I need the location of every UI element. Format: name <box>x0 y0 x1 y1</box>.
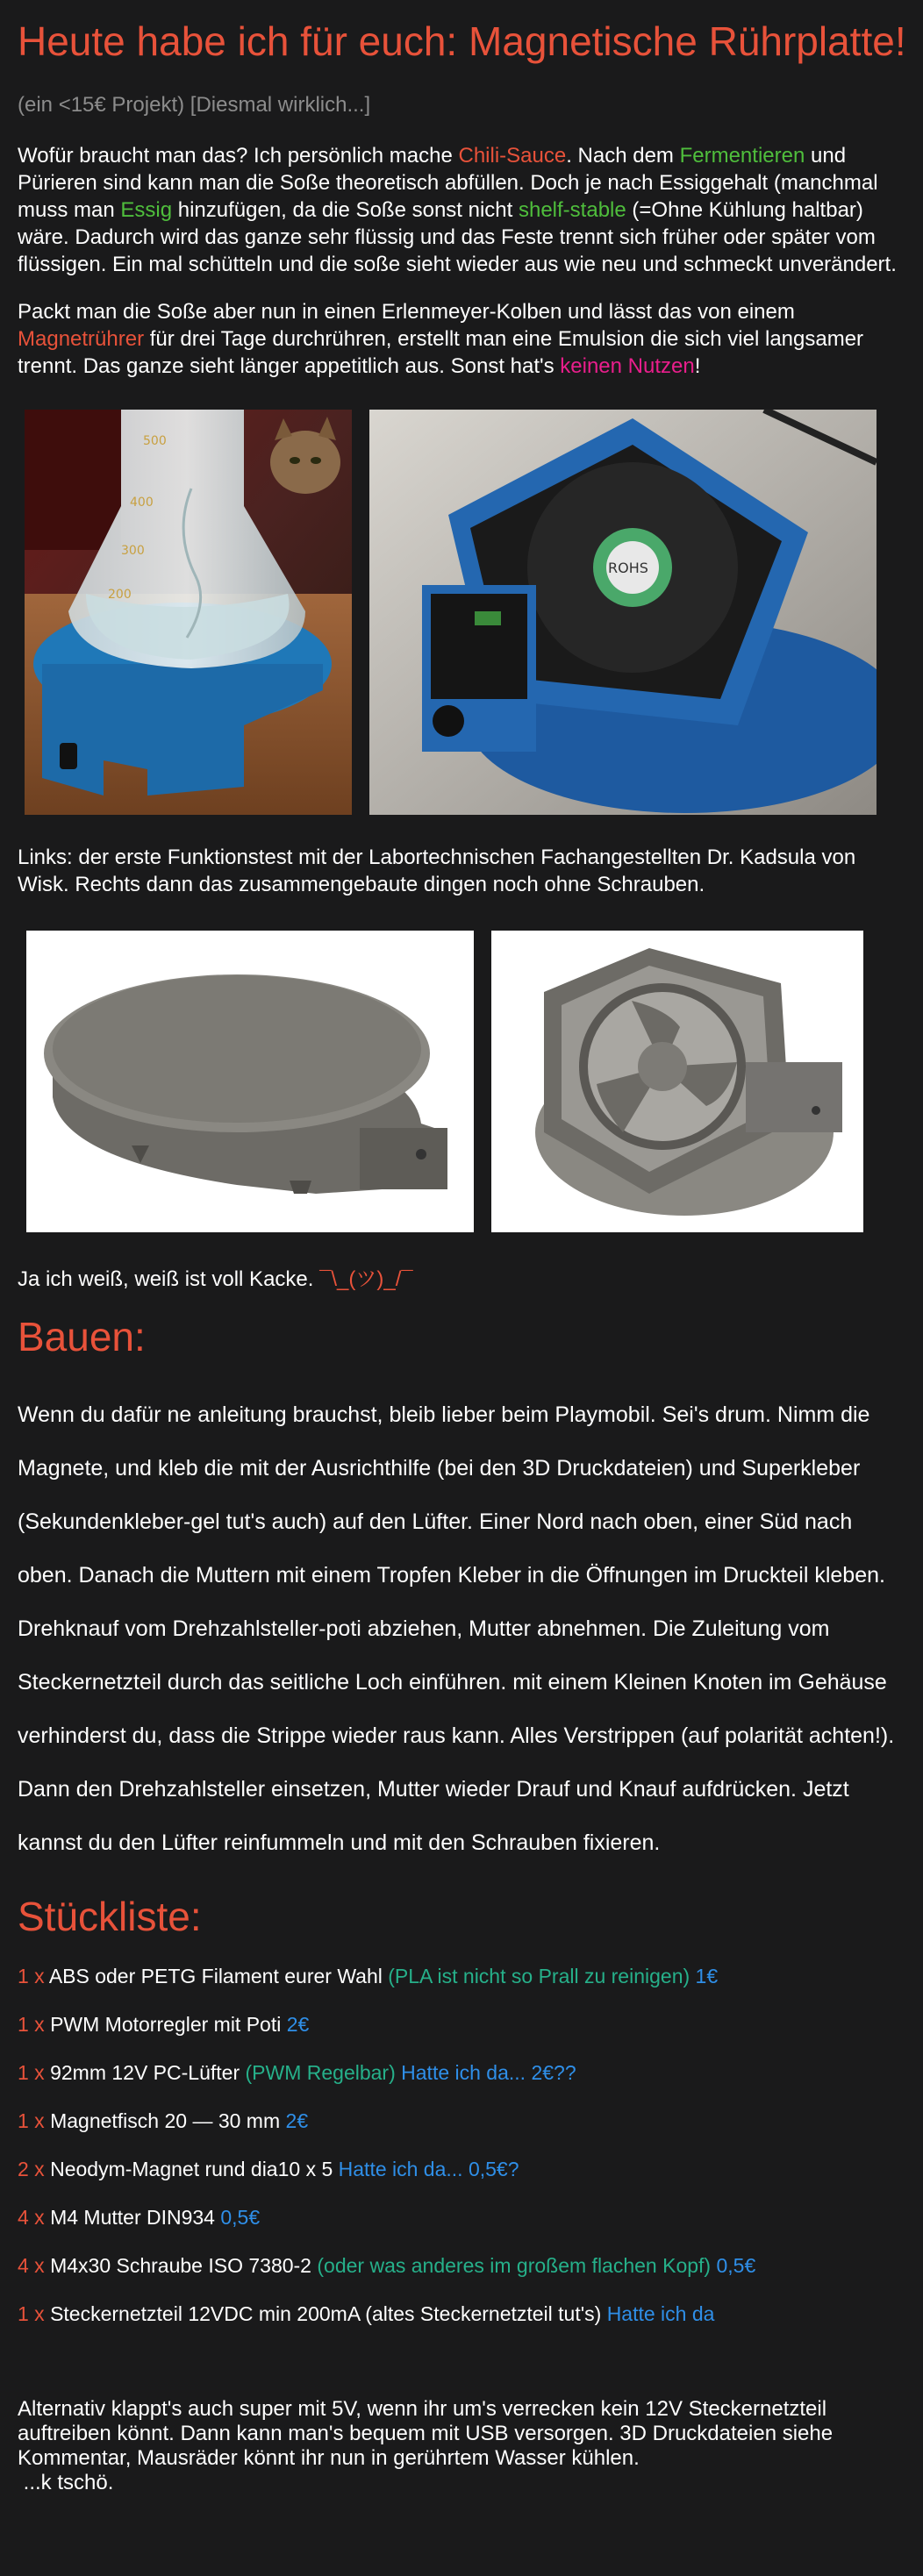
list-item <box>18 2254 755 2278</box>
page-subtitle: (ein <15€ Projekt) [Diesmal wirklich...] <box>18 93 371 117</box>
part-qty: 1 x <box>18 2013 45 2036</box>
photo-flask-test <box>25 410 352 815</box>
part-name: Neodym-Magnet rund dia10 x 5 <box>50 2158 333 2180</box>
part-price: 1€ <box>695 1965 719 1987</box>
list-item <box>18 2013 309 2037</box>
part-price: Hatte ich da... 0,5€? <box>338 2158 519 2180</box>
signoff: ...k tschö. <box>18 2471 114 2494</box>
bauen-instructions: Wenn du dafür ne anleitung brauchst, bleib lieber beim Playmobil. Sei's drum. Nimm die Magnete, und kleb die mit der Ausrichthilfe (bei den 3D Druckdateien) und Superkleber (Sekundenkleber-gel tut's auch) auf den Lüfter. Einer Nord nach oben, einer Süd nach oben. Danach die Muttern mit einem Tropfen Kleber in die Öffnungen im Druckteil kleben. Drehknauf vom Drehzahlsteller-poti abziehen, Mutter abnehmen. Die Zuleitung vom Steckernetzteil durch das seitliche Loch einführen. mit einem Kleinen Knoten im Gehäuse verhinderst du, dass die Strippe wieder raus kann. Alles Verstrippen (auf polarität achten!). Dann den Drehzahlsteller einsetzen, Mutter wieder Drauf und Knauf aufdrücken. Jetzt kannst du den Lüfter reinfummeln und mit den Schrauben fixieren. <box>18 1402 895 1855</box>
intro-text: und Pürieren sind kann man die Soße theoretisch abfüllen. Doch je nach Essiggehalt (manchmal muss man <box>18 144 878 222</box>
flask-mark-400: 400 <box>130 496 154 510</box>
part-price: Hatte ich da... 2€?? <box>401 2061 576 2084</box>
photo-caption: Links: der erste Funktionstest mit der Labortechnischen Fachangestellten Dr. Kadsula von Wisk. Rechts dann das zusammengebaute dingen noch ohne Schrauben. <box>18 846 856 896</box>
part-qty: 1 x <box>18 1965 45 1987</box>
part-name: Magnetfisch 20 — 30 mm <box>50 2109 281 2132</box>
part-name: Steckernetzteil 12VDC min 200mA (altes Steckernetzteil tut's) <box>50 2302 602 2325</box>
list-item <box>18 2061 576 2085</box>
part-price: 2€ <box>286 2013 310 2036</box>
flask-mark-500: 500 <box>143 434 167 448</box>
joke-line <box>18 1261 413 1292</box>
bauen-heading: Bauen: <box>18 1314 146 1359</box>
intro-text: (=Ohne Kühlung haltbar) wäre. Dadurch wird das ganze sehr flüssig und das Feste trennt sich früher oder später vom flüssigen. Ein mal schütteln und die soße sieht wieder aus wie neu und schmeckt unverändert. <box>18 198 897 276</box>
cad-render-closed <box>26 931 474 1232</box>
cad-render-open <box>491 931 863 1232</box>
part-price: 0,5€ <box>716 2254 756 2277</box>
fermentieren-term: Fermentieren <box>679 144 805 168</box>
part-qty: 1 x <box>18 2109 45 2132</box>
part-qty: 1 x <box>18 2061 45 2084</box>
intro-paragraph <box>18 142 904 278</box>
list-item <box>18 2109 308 2133</box>
shelf-stable-term: shelf-stable <box>518 198 626 222</box>
list-item <box>18 2158 519 2181</box>
list-item <box>18 2302 714 2326</box>
para-text: ! <box>694 354 701 378</box>
photo-assembled-stirrer <box>369 410 876 815</box>
fan-sticker-label: ROHS <box>608 560 648 576</box>
part-name: ABS oder PETG Filament eurer Wahl <box>48 1965 383 1987</box>
part-qty: 2 x <box>18 2158 45 2180</box>
part-note: (oder was anderes im großem flachen Kopf) <box>317 2254 712 2277</box>
part-qty: 4 x <box>18 2206 45 2229</box>
para-text: für drei Tage durchrühren, erstellt man eine Emulsion die sich viel langsamer trennt. Das ganze sieht länger appetitlich aus. Sonst hat's <box>18 327 864 378</box>
outro-paragraph: Alternativ klappt's auch super mit 5V, wenn ihr um's verrecken kein 12V Steckernetzteil auftreiben könnt. Dann kann man's bequem mit USB versorgen. 3D Druckdateien siehe Kommentar, Mausräder könnt ihr nun in gerührtem Wasser kühlen. <box>18 2397 834 2470</box>
part-qty: 4 x <box>18 2254 45 2277</box>
part-note: (PWM Regelbar) <box>245 2061 396 2084</box>
part-price: Hatte ich da <box>606 2302 715 2325</box>
intro-text: . Nach dem <box>566 144 680 168</box>
magnetruehrer-term: Magnetrührer <box>18 327 145 351</box>
part-note: (PLA ist nicht so Prall zu reinigen) <box>388 1965 690 1987</box>
list-item <box>18 2206 260 2230</box>
flask-mark-200: 200 <box>108 588 132 602</box>
keinen-nutzen-term: keinen Nutzen <box>560 354 695 378</box>
intro-text: Wofür braucht man das? Ich persönlich mache <box>18 144 459 168</box>
part-name: M4 Mutter DIN934 <box>50 2206 215 2229</box>
list-item <box>18 1965 718 1988</box>
stueckliste-heading: Stückliste: <box>18 1894 202 1939</box>
chili-sauce-term: Chili-Sauce <box>458 144 567 168</box>
part-name: 92mm 12V PC-Lüfter <box>50 2061 240 2084</box>
part-name: M4x30 Schraube ISO 7380-2 <box>50 2254 311 2277</box>
joke-text: Ja ich weiß, weiß ist voll Kacke. <box>18 1267 320 1291</box>
essig-term: Essig <box>120 198 173 222</box>
para-text: Packt man die Soße aber nun in einen Erlenmeyer-Kolben und lässt das von einem <box>18 300 795 324</box>
shrug-emoticon: ¯\_(ツ)_/¯ <box>319 1267 413 1291</box>
flask-mark-300: 300 <box>121 544 145 558</box>
part-price: 0,5€ <box>220 2206 261 2229</box>
intro-text: hinzufügen, da die Soße sonst nicht <box>172 198 519 222</box>
part-price: 2€ <box>285 2109 309 2132</box>
part-name: PWM Motorregler mit Poti <box>50 2013 282 2036</box>
second-paragraph <box>18 298 904 380</box>
part-qty: 1 x <box>18 2302 45 2325</box>
page-title: Heute habe ich für euch: Magnetische Rührplatte! <box>18 18 906 64</box>
